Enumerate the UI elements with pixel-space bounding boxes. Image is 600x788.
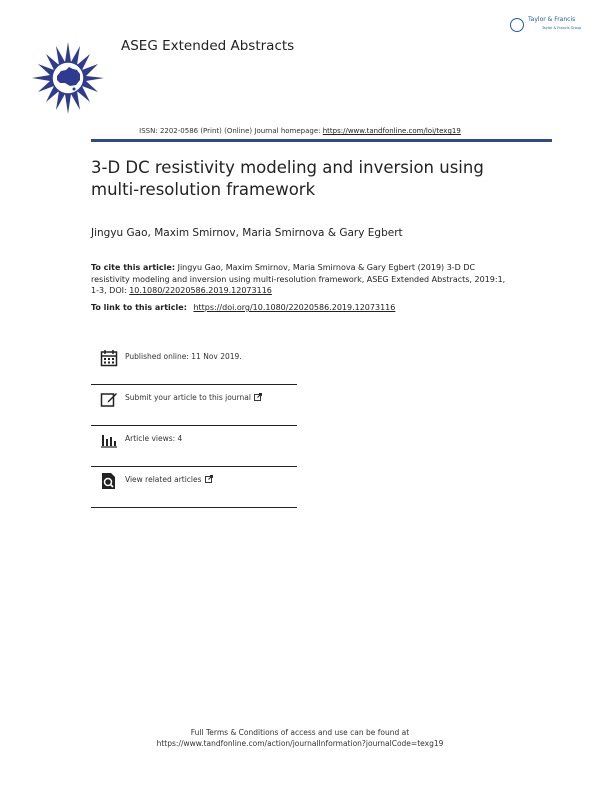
article-link-line — [91, 303, 395, 312]
submit-article-link[interactable] — [125, 393, 262, 402]
cite-label: To cite this article: — [91, 263, 176, 272]
footer-terms-link[interactable]: https://www.tandfonline.com/action/journalInformation?journalCode=texg19 — [156, 739, 444, 748]
footer-terms-text: Full Terms & Conditions of access and use can be found at — [190, 728, 410, 737]
link-label: To link to this article: — [91, 303, 187, 312]
external-link-icon — [205, 475, 213, 483]
citation-block — [91, 262, 511, 297]
issn-line — [0, 127, 600, 135]
article-title: 3-D DC resistivity modeling and inversion using multi-resolution framework — [91, 158, 484, 199]
related-articles-label: View related articles — [125, 475, 202, 484]
header-rule — [91, 139, 552, 142]
issn-text: ISSN: 2202-0586 (Print) (Online) Journal homepage: — [139, 127, 321, 135]
journal-homepage-link[interactable]: https://www.tandfonline.com/loi/texg19 — [322, 127, 461, 135]
external-link-icon — [254, 393, 262, 401]
published-date: Published online: 11 Nov 2019. — [125, 352, 242, 361]
footer — [0, 727, 600, 749]
publisher-logo-icon — [510, 18, 524, 32]
edit-icon — [100, 390, 118, 408]
document-search-icon — [100, 472, 118, 490]
cite-doi-link[interactable]: 10.1080/22020586.2019.12073116 — [129, 286, 272, 295]
submit-article-box[interactable] — [91, 384, 297, 426]
publisher-logo-text: Taylor & Francis — [528, 16, 576, 23]
calendar-icon — [100, 349, 118, 367]
related-articles-box[interactable] — [91, 466, 297, 508]
bar-chart-icon — [100, 431, 118, 449]
published-box — [91, 343, 297, 385]
article-doi-link[interactable]: https://doi.org/10.1080/22020586.2019.12073116 — [193, 303, 396, 312]
article-views-count: Article views: 4 — [125, 434, 183, 443]
article-authors: Jingyu Gao, Maxim Smirnov, Maria Smirnova & Gary Egbert — [91, 227, 403, 239]
related-articles-link[interactable] — [125, 475, 213, 484]
journal-title: ASEG Extended Abstracts — [121, 38, 295, 54]
article-views-box — [91, 425, 297, 467]
publisher-logo-subtext: Taylor & Francis Group — [542, 26, 582, 30]
cite-text: Jingyu Gao, Maxim Smirnov, Maria Smirnova & Gary Egbert (2019) 3-D DC resistivity modeling and inversion using multi-resolution framework, ASEG Extended Abstracts, 2019:1, 1-3, DOI: — [91, 263, 506, 295]
publisher-logo[interactable] — [510, 16, 582, 38]
aseg-logo — [30, 40, 106, 116]
submit-article-label: Submit your article to this journal — [125, 393, 251, 402]
